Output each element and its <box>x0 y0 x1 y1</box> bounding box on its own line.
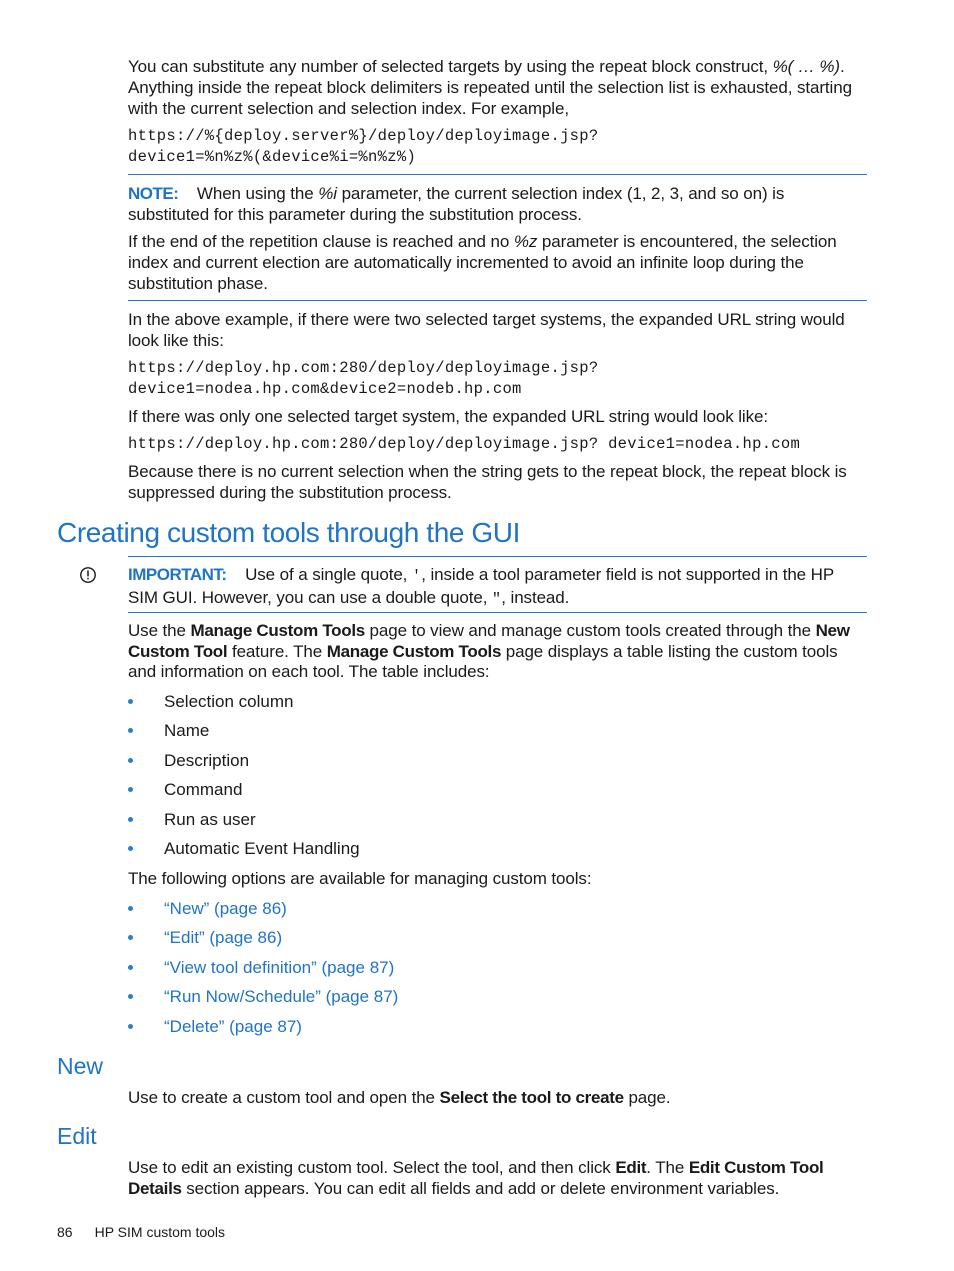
list-item: Command <box>128 779 868 808</box>
alert-circle-icon <box>79 566 97 584</box>
bullet-icon <box>128 994 133 999</box>
intro-paragraph: You can substitute any number of selected targets by using the repeat block construct, %( … %). Anything inside the repeat block delimiters is repeated until the selection list is exhausted, starting with the current selection and selection index. For example, <box>128 57 852 118</box>
important-paragraph: IMPORTANT: Use of a single quote, ', inside a tool parameter field is not supported in the HP SIM GUI. However, you can use a double quote, ", instead. <box>128 565 834 608</box>
bullet-icon <box>128 817 133 822</box>
important-bottom-rule <box>128 612 867 613</box>
edit-paragraph: Use to edit an existing custom tool. Select the tool, and then click Edit. The Edit Custom Tool Details section appears. You can edit all fields and add or delete environment variables. <box>128 1158 824 1198</box>
bullet-icon <box>128 935 133 940</box>
double-quote-code: " <box>491 591 502 608</box>
page-footer <box>57 1223 457 1241</box>
code-example-3: https://deploy.hp.com:280/deploy/deployimage.jsp? device1=nodea.hp.com <box>128 435 801 453</box>
page-number: 86 <box>57 1224 73 1240</box>
list-item <box>128 957 868 986</box>
list-item: Selection column <box>128 691 868 720</box>
options-intro: The following options are available for managing custom tools: <box>128 869 592 888</box>
link-view-tool-definition[interactable]: “View tool definition” (page 87) <box>164 957 395 977</box>
manage-tools-paragraph: Use the Manage Custom Tools page to view and manage custom tools created through the New Custom Tool feature. The Manage Custom Tools page displays a table listing the custom tools and information on each tool. The table includes: <box>128 621 850 681</box>
note-label: NOTE: <box>128 184 179 203</box>
list-item: Description <box>128 750 868 779</box>
bullet-icon <box>128 728 133 733</box>
link-new[interactable]: “New” (page 86) <box>164 899 287 918</box>
list-item <box>128 898 868 927</box>
example-paragraph: In the above example, if there were two selected target systems, the expanded URL string would look like this: <box>128 310 845 350</box>
single-target-paragraph: If there was only one selected target system, the expanded URL string would look like: <box>128 407 768 426</box>
bullet-icon <box>128 758 133 763</box>
section-title: Creating custom tools through the GUI <box>57 517 520 548</box>
bullet-icon <box>128 787 133 792</box>
important-label: IMPORTANT: <box>128 565 227 584</box>
link-run-now-schedule[interactable]: “Run Now/Schedule” (page 87) <box>164 987 399 1007</box>
new-paragraph: Use to create a custom tool and open the Select the tool to create page. <box>128 1088 671 1107</box>
repeat-block-paragraph: Because there is no current selection when the string gets to the repeat block, the repeat block is suppressed during the substitution process. <box>128 462 847 502</box>
code-example-2: https://deploy.hp.com:280/deploy/deployimage.jsp? device1=nodea.hp.com&device2=nodeb.hp.com <box>128 359 599 398</box>
bullet-icon <box>128 846 133 851</box>
bullet-icon <box>128 699 133 704</box>
repeat-block-construct: %( … %) <box>772 57 840 76</box>
bullet-icon <box>128 1024 133 1029</box>
list-item: Name <box>128 720 868 749</box>
bullet-icon <box>128 965 133 970</box>
single-quote-code: ' <box>411 568 422 585</box>
list-item <box>128 986 868 1015</box>
options-list <box>128 898 868 1045</box>
note-bottom-rule <box>128 300 867 301</box>
note-paragraph-2: If the end of the repetition clause is reached and no %z parameter is encountered, the selection index and current election are automatically incremented to avoid an infinite loop during the substitution phase. <box>128 232 837 293</box>
new-heading: New <box>57 1053 104 1079</box>
list-item <box>128 1016 868 1045</box>
note-paragraph: NOTE: When using the %i parameter, the current selection index (1, 2, 3, and so on) is substituted for this parameter during the substitution process. <box>128 184 785 224</box>
bullet-icon <box>128 906 133 911</box>
link-delete[interactable]: “Delete” (page 87) <box>164 1016 302 1036</box>
section-rule <box>128 556 867 557</box>
list-item: Run as user <box>128 809 868 838</box>
note-top-rule <box>128 174 867 175</box>
code-example-1: https://%{deploy.server%}/deploy/deployimage.jsp? device1=%n%z%(&device%i=%n%z%) <box>128 127 599 166</box>
list-item: Automatic Event Handling <box>128 838 868 867</box>
table-columns-list <box>128 691 868 867</box>
list-item <box>128 927 868 956</box>
link-edit[interactable]: “Edit” (page 86) <box>164 928 283 948</box>
footer-title: HP SIM custom tools <box>94 1224 226 1240</box>
edit-heading: Edit <box>57 1123 97 1149</box>
